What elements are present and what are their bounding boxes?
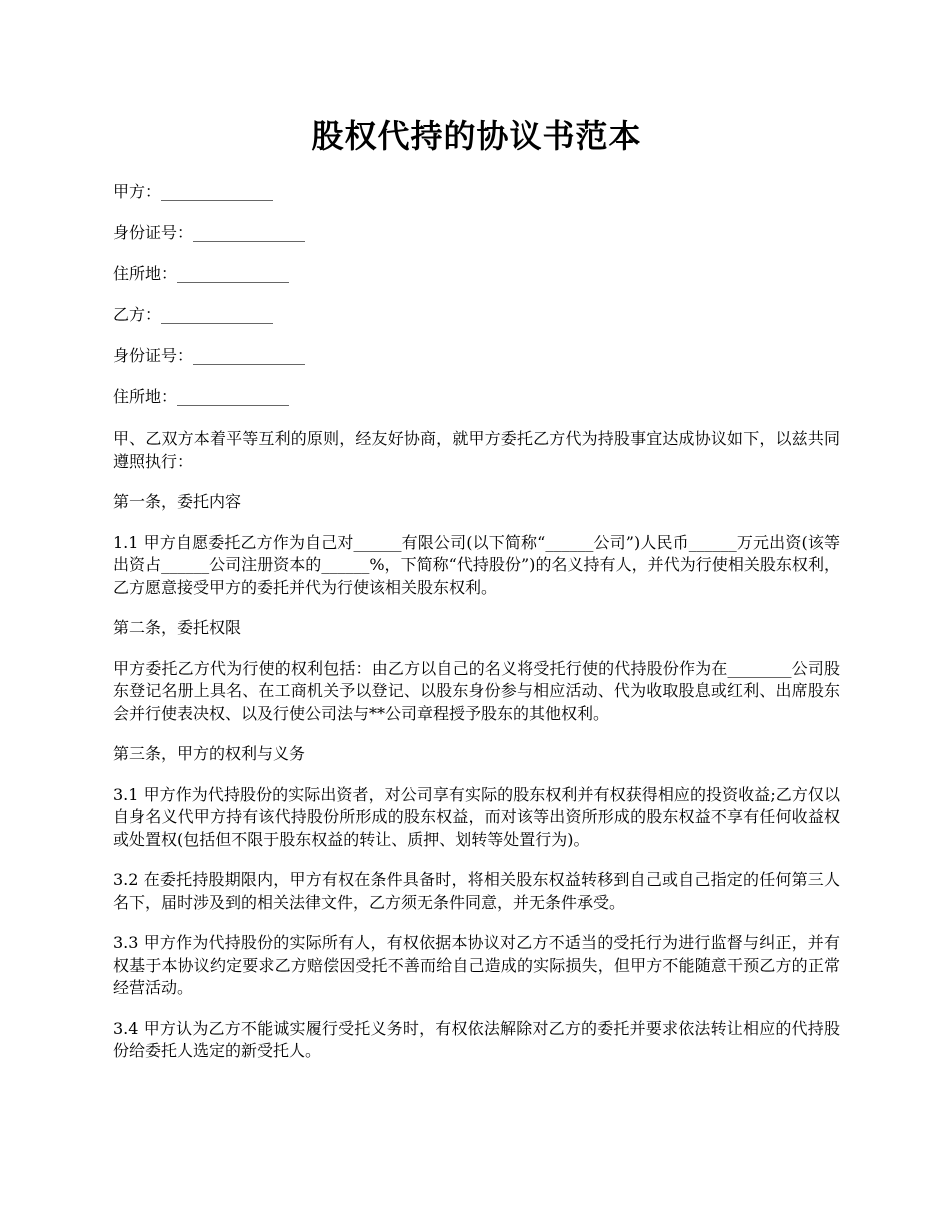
article-3-3-paragraph: 3.3 甲方作为代持股份的实际所有人，有权依据本协议对乙方不适当的受托行为进行监督与纠正，并有权基于本协议约定要求乙方赔偿因受托不善而给自己造成的实际损失，但甲方不能随意干预乙方的正常经营活动。 <box>113 933 840 997</box>
intro-paragraph: 甲、乙双方本着平等互利的原则，经友好协商，就甲方委托乙方代为持股事宜达成协议如下，以兹共同遵照执行： <box>113 429 840 471</box>
document-body <box>113 428 840 1081</box>
article-3-heading: 第三条，甲方的权利与义务 <box>113 744 306 763</box>
party-a-name-field: 甲方：______________ <box>113 182 274 201</box>
party-fields <box>113 181 840 427</box>
article-3-4-paragraph: 3.4 甲方认为乙方不能诚实履行受托义务时，有权依法解除对乙方的委托并要求依法转让相应的代持股份给委托人选定的新受托人。 <box>113 1018 840 1060</box>
party-a-id-field: 身份证号：______________ <box>113 223 306 242</box>
party-b-address-field: 住所地：______________ <box>113 387 290 406</box>
article-3-2-paragraph: 3.2 在委托持股期限内，甲方有权在条件具备时，将相关股东权益转移到自己或自己指定的任何第三人名下，届时涉及到的相关法律文件，乙方须无条件同意，并无条件承受。 <box>113 870 840 912</box>
party-b-id-field: 身份证号：______________ <box>113 346 306 365</box>
article-2-heading: 第二条，委托权限 <box>113 618 242 637</box>
article-2-paragraph: 甲方委托乙方代为行使的权利包括：由乙方以自己的名义将受托行使的代持股份作为在________公司股东登记名册上具名、在工商机关予以登记、以股东身份参与相应活动、代为收取股息或红利、出席股东会并行使表决权、以及行使公司法与**公司章程授予股东的其他权利。 <box>113 658 840 723</box>
article-1-1-paragraph: 1.1 甲方自愿委托乙方作为自己对______有限公司(以下简称“______公司”)人民币______万元出资(该等出资占______公司注册资本的______%，下简称“代持股份”)的名义持有人，并代为行使相关股东权利，乙方愿意接受甲方的委托并代为行使该相关股东权利。 <box>113 532 840 597</box>
party-b-name-field: 乙方：______________ <box>113 305 274 324</box>
party-a-address-field: 住所地：______________ <box>113 264 290 283</box>
document-title: 股权代持的协议书范本 <box>311 117 642 155</box>
article-1-heading: 第一条，委托内容 <box>113 492 242 511</box>
article-3-1-paragraph: 3.1 甲方作为代持股份的实际出资者，对公司享有实际的股东权利并有权获得相应的投资收益;乙方仅以自身名义代甲方持有该代持股份所形成的股东权益，而对该等出资所形成的股东权益不享有任何收益权或处置权(包括但不限于股东权益的转让、质押、划转等处置行为)。 <box>113 784 840 849</box>
